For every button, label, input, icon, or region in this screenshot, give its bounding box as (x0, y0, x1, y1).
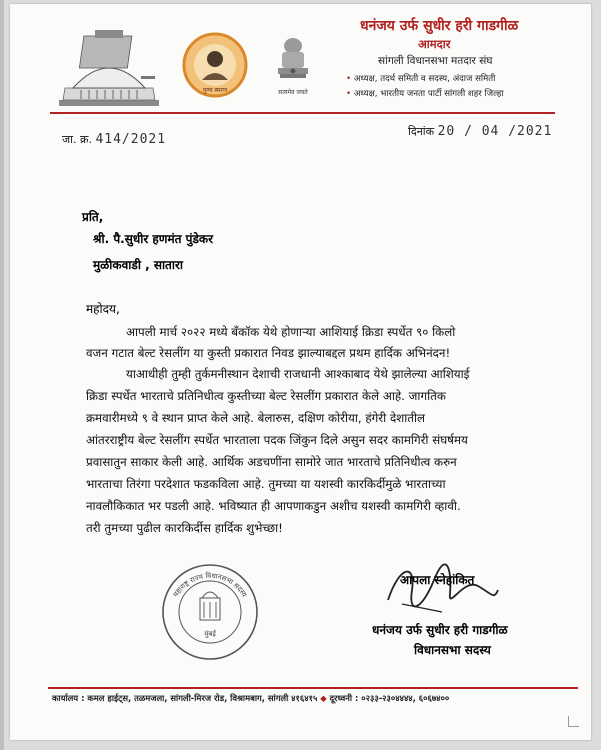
body-line: तरी तुमच्या पुढील कारकिर्दीस हार्दिक शुभेच्छा! (86, 521, 283, 535)
recipient-address: मुळीकवाडी , सातारा (93, 258, 184, 272)
portrait-badge-icon (182, 32, 248, 98)
handwritten-signature (382, 560, 502, 618)
body-line: आपली मार्च २०२२ मध्ये बँकॉक येथे होणाऱ्या आशियाई क्रिडा स्पर्धेत ९० किलो (126, 325, 456, 339)
letterhead-title: आमदार (418, 37, 451, 51)
body-line: प्रवासातुन साकार केली आहे. आर्थिक अडचणींना सामोरे जात भारताचे प्रतिनिधीत्व करुन (86, 455, 457, 469)
letterhead (10, 4, 591, 119)
reference-number (62, 132, 166, 147)
recipient-name: श्री. पै.सुधीर हणमंत पुंडेकर (93, 232, 214, 246)
footer-office: कार्यालय : कमल हाईट्स, तळमजला, सांगली-मिरज रोड, विश्रामबाग, सांगली ४१६४१५ (52, 693, 318, 703)
signatory-name: धनंजय उर्फ सुधीर हरी गाडगीळ (372, 623, 508, 637)
body-line: वजन गटात बेल्ट रेसलींग या कुस्ती प्रकारात निवड झाल्याबद्दल प्रथम हार्दिक अभिनंदन! (86, 346, 451, 360)
footer-phone: दूरध्वनी : ०२३३-२३०४४४४, ६०६७४०० (329, 693, 450, 703)
emblem-motto: सत्यमेव जयते (278, 89, 308, 96)
letterhead-role-2: • अध्यक्ष, भारतीय जनता पार्टी सांगली शहर जिल्हा (346, 89, 504, 99)
body-line: भारताचा तिरंगा परदेशात फडकविला आहे. तुमच्या या यशस्वी कारकिर्दीमुळे भारताच्या (86, 477, 446, 491)
letter-date (408, 124, 552, 139)
vidhan-bhavan-building-icon (55, 28, 163, 108)
signatory-title: विधानसभा सदस्य (414, 643, 491, 657)
body-line: क्रमवारीमध्ये ९ वे स्थान प्राप्त केले आहे. बेलारुस, दक्षिण कोरीया, हंगेरी देशातील (86, 411, 426, 425)
date-label: दिनांक (408, 125, 435, 138)
footer-address: कार्यालय : कमल हाईट्स, तळमजला, सांगली-मिरज रोड, विश्रामबाग, सांगली ४१६४१५ ◆ दूरध्वनी : ०२३३-२३०४४४४, ६०६७४०० (52, 693, 450, 703)
letter-page (10, 4, 591, 740)
reference-label: जा. क्र. (62, 133, 92, 146)
seal-text: महाराष्ट्र राज्य विधानसभा सदस्य (171, 571, 249, 599)
body-line: याआधीही तुम्ही तुर्कमनीस्थान देशाची राजधानी आश्काबाद येथे झालेल्या आशियाई (126, 367, 470, 381)
official-seal (160, 562, 260, 662)
footer-divider (48, 687, 578, 689)
letterhead-role-1: • अध्यक्ष, तदर्थ समिती व सदस्य, अंदाज समिती (346, 74, 496, 84)
letterhead-constituency: सांगली विधानसभा मतदार संघ (378, 55, 493, 67)
reference-value: 414/2021 (95, 132, 167, 147)
date-value: 20 / 04 /2021 (437, 124, 553, 139)
national-emblem-icon (268, 32, 318, 100)
scan-edge (0, 0, 4, 750)
salutation: महोदय, (86, 302, 120, 316)
closing-signoff: आपला स्नेहांकित (400, 573, 475, 587)
corner-mark (568, 716, 579, 727)
svg-text:महाराष्ट्र राज्य विधानसभा सदस् (172, 571, 249, 599)
letterhead-name: धनंजय उर्फ सुधीर हरी गाडगीळ (360, 18, 519, 34)
letterhead-divider (50, 112, 555, 114)
seal-bottom-text: मुंबई (204, 630, 216, 638)
body-line: नावलौकिकात भर पडली आहे. भविष्यात ही आपणाकडुन अशीच यशस्वी कामगिरी व्हावी. (86, 499, 461, 513)
portrait-caption: पुण्य स्मरण (202, 87, 228, 94)
body-line: क्रिडा स्पर्धेत भारताचे प्रतिनिधीत्व कुस्तीच्या बेल्ट रेसलींग प्रकारात केले आहे. जागतिक (86, 389, 446, 403)
recipient-label: प्रति, (82, 210, 104, 224)
body-line: आंतरराष्ट्रीय बेल्ट रेसलींग स्पर्धेत भारताला पदक जिंकुन दिले असुन सदर कामगिरी संघर्षमय (86, 433, 468, 447)
